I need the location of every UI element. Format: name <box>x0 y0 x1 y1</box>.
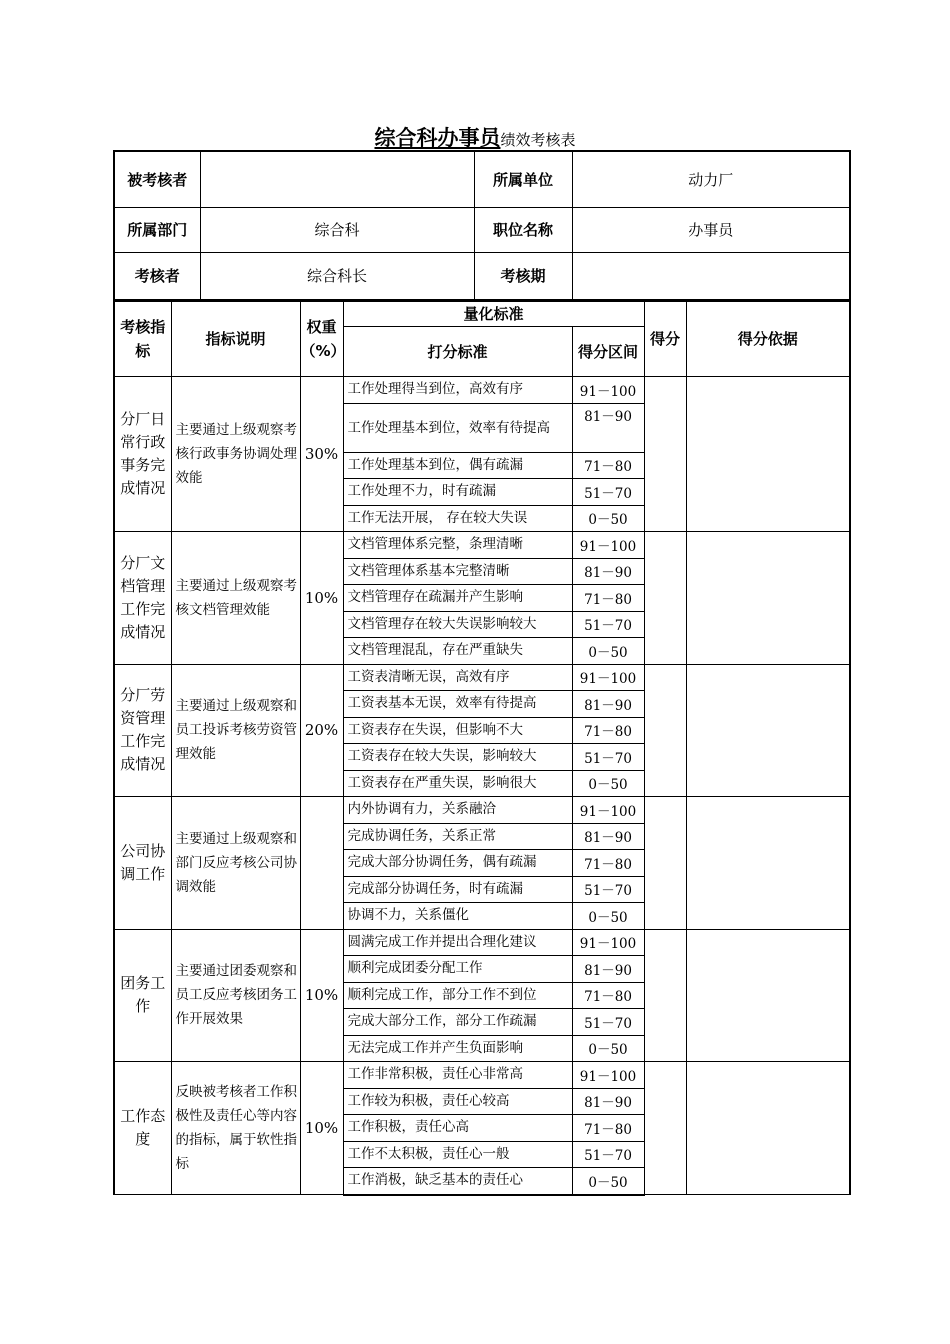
basis-cell[interactable] <box>686 1062 850 1195</box>
criteria-cell: 完成大部分工作，部分工作疏漏 <box>343 1009 572 1036</box>
score-cell[interactable] <box>644 1062 686 1195</box>
criteria-cell: 协调不力，关系僵化 <box>343 903 572 930</box>
section-description: 主要通过上级观察考核行政事务协调处理效能 <box>171 377 300 532</box>
unit-label: 所属单位 <box>474 151 572 207</box>
range-cell: 51－70 <box>572 1141 644 1168</box>
criteria-cell: 内外协调有力，关系融洽 <box>343 797 572 824</box>
range-cell: 0－50 <box>572 505 644 532</box>
range-cell: 71－80 <box>572 982 644 1009</box>
page-title <box>0 122 950 152</box>
assessee-value[interactable] <box>200 151 474 207</box>
basis-cell[interactable] <box>686 377 850 532</box>
criteria-cell: 顺利完成团委分配工作 <box>343 956 572 983</box>
criteria-cell: 工资表存在严重失误，影响很大 <box>343 770 572 797</box>
section-indicator: 分厂劳资管理工作完成情况 <box>114 664 171 797</box>
range-cell: 81－90 <box>572 1088 644 1115</box>
section-description: 主要通过团委观察和员工反应考核团务工作开展效果 <box>171 929 300 1062</box>
score-cell[interactable] <box>644 377 686 532</box>
range-cell: 81－90 <box>572 403 644 452</box>
header-quant: 量化标准 <box>343 301 644 327</box>
section-weight <box>300 797 343 930</box>
section-weight: 10% <box>300 532 343 665</box>
criteria-cell: 完成协调任务，关系正常 <box>343 823 572 850</box>
section-weight: 10% <box>300 1062 343 1195</box>
range-cell: 51－70 <box>572 479 644 506</box>
header-score: 得分 <box>644 301 686 377</box>
criteria-cell: 工作较为积极，责任心较高 <box>343 1088 572 1115</box>
section-indicator: 分厂文档管理工作完成情况 <box>114 532 171 665</box>
header-indicator: 考核指标 <box>114 301 171 377</box>
range-cell: 51－70 <box>572 1009 644 1036</box>
criteria-cell: 完成大部分协调任务，偶有疏漏 <box>343 850 572 877</box>
section-description: 反映被考核者工作积极性及责任心等内容的指标，属于软性指标 <box>171 1062 300 1195</box>
header-description: 指标说明 <box>171 301 300 377</box>
criteria-cell: 完成部分协调任务，时有疏漏 <box>343 876 572 903</box>
range-cell: 91－100 <box>572 532 644 559</box>
dept-label: 所属部门 <box>114 207 200 252</box>
criteria-cell: 工资表存在较大失误，影响较大 <box>343 744 572 771</box>
range-cell: 71－80 <box>572 1115 644 1142</box>
section-indicator: 团务工作 <box>114 929 171 1062</box>
range-cell: 51－70 <box>572 611 644 638</box>
range-cell: 91－100 <box>572 797 644 824</box>
basis-cell[interactable] <box>686 797 850 930</box>
assessment-table <box>113 300 851 1196</box>
unit-value[interactable]: 动力厂 <box>572 151 850 207</box>
criteria-cell: 工作处理得当到位，高效有序 <box>343 377 572 404</box>
range-cell: 0－50 <box>572 903 644 930</box>
title-main: 综合科办事员 <box>374 126 501 150</box>
assessor-value[interactable]: 综合科长 <box>200 252 474 300</box>
criteria-cell: 文档管理体系完整，条理清晰 <box>343 532 572 559</box>
score-cell[interactable] <box>644 797 686 930</box>
criteria-cell: 工作消极，缺乏基本的责任心 <box>343 1168 572 1195</box>
header-range: 得分区间 <box>572 327 644 377</box>
assessee-label: 被考核者 <box>114 151 200 207</box>
criteria-cell: 工作处理基本到位，偶有疏漏 <box>343 452 572 479</box>
basis-cell[interactable] <box>686 532 850 665</box>
criteria-cell: 文档管理体系基本完整清晰 <box>343 558 572 585</box>
score-cell[interactable] <box>644 929 686 1062</box>
criteria-cell: 文档管理存在较大失误影响较大 <box>343 611 572 638</box>
range-cell: 91－100 <box>572 664 644 691</box>
range-cell: 71－80 <box>572 452 644 479</box>
criteria-cell: 文档管理存在疏漏并产生影响 <box>343 585 572 612</box>
criteria-cell: 工作处理不力，时有疏漏 <box>343 479 572 506</box>
section-weight: 20% <box>300 664 343 797</box>
range-cell: 0－50 <box>572 1035 644 1062</box>
section-description: 主要通过上级观察和员工投诉考核劳资管理效能 <box>171 664 300 797</box>
criteria-cell: 工资表存在失误，但影响不大 <box>343 717 572 744</box>
criteria-cell: 文档管理混乱，存在严重缺失 <box>343 638 572 665</box>
criteria-cell: 工作不太积极，责任心一般 <box>343 1141 572 1168</box>
section-weight: 30% <box>300 377 343 532</box>
criteria-cell: 工资表清晰无误，高效有序 <box>343 664 572 691</box>
section-description: 主要通过上级观察和部门反应考核公司协调效能 <box>171 797 300 930</box>
range-cell: 71－80 <box>572 850 644 877</box>
score-cell[interactable] <box>644 532 686 665</box>
range-cell: 0－50 <box>572 638 644 665</box>
period-value[interactable] <box>572 252 850 300</box>
criteria-cell: 圆满完成工作并提出合理化建议 <box>343 929 572 956</box>
section-description: 主要通过上级观察考核文档管理效能 <box>171 532 300 665</box>
info-table <box>113 150 851 301</box>
criteria-cell: 无法完成工作并产生负面影响 <box>343 1035 572 1062</box>
criteria-cell: 工作处理基本到位，效率有待提高 <box>343 403 572 452</box>
header-basis: 得分依据 <box>686 301 850 377</box>
range-cell: 0－50 <box>572 1168 644 1195</box>
title-sub: 绩效考核表 <box>500 131 576 149</box>
range-cell: 91－100 <box>572 377 644 404</box>
section-indicator: 公司协调工作 <box>114 797 171 930</box>
range-cell: 81－90 <box>572 956 644 983</box>
section-weight: 10% <box>300 929 343 1062</box>
header-weight: 权重（%） <box>300 301 343 377</box>
criteria-cell: 工资表基本无误，效率有待提高 <box>343 691 572 718</box>
range-cell: 51－70 <box>572 744 644 771</box>
range-cell: 91－100 <box>572 1062 644 1089</box>
range-cell: 51－70 <box>572 876 644 903</box>
position-value[interactable]: 办事员 <box>572 207 850 252</box>
period-label: 考核期 <box>474 252 572 300</box>
basis-cell[interactable] <box>686 664 850 797</box>
range-cell: 81－90 <box>572 823 644 850</box>
range-cell: 81－90 <box>572 558 644 585</box>
range-cell: 91－100 <box>572 929 644 956</box>
range-cell: 81－90 <box>572 691 644 718</box>
header-criteria: 打分标准 <box>343 327 572 377</box>
section-indicator: 分厂日常行政事务完成情况 <box>114 377 171 532</box>
criteria-cell: 工作非常积极，责任心非常高 <box>343 1062 572 1089</box>
position-label: 职位名称 <box>474 207 572 252</box>
criteria-cell: 工作积极，责任心高 <box>343 1115 572 1142</box>
criteria-cell: 工作无法开展， 存在较大失误 <box>343 505 572 532</box>
basis-cell[interactable] <box>686 929 850 1062</box>
section-indicator: 工作态度 <box>114 1062 171 1195</box>
range-cell: 71－80 <box>572 585 644 612</box>
dept-value[interactable]: 综合科 <box>200 207 474 252</box>
criteria-cell: 顺利完成工作，部分工作不到位 <box>343 982 572 1009</box>
assessor-label: 考核者 <box>114 252 200 300</box>
range-cell: 0－50 <box>572 770 644 797</box>
range-cell: 71－80 <box>572 717 644 744</box>
score-cell[interactable] <box>644 664 686 797</box>
